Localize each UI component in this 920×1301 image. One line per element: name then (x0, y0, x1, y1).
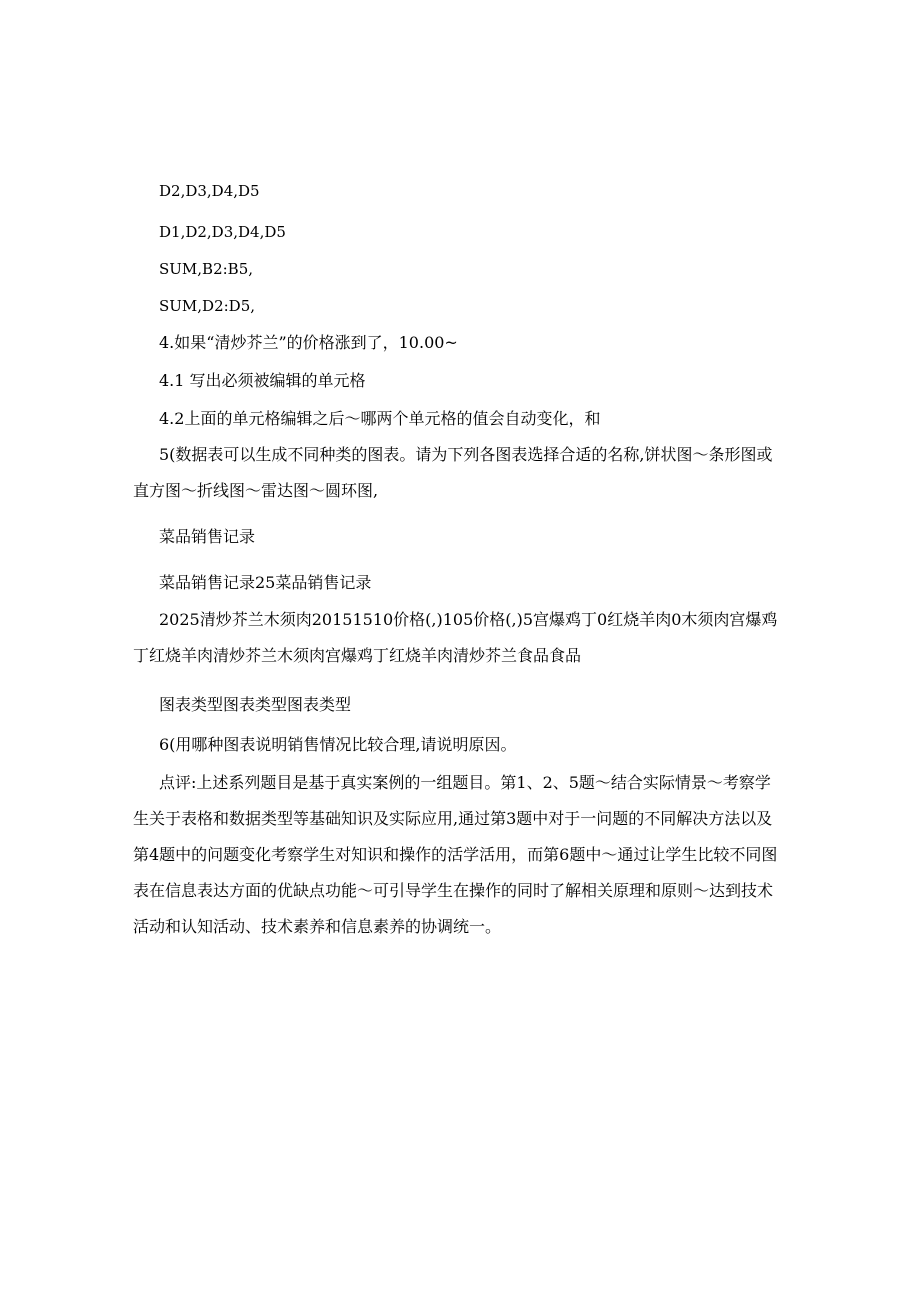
comment-paragraph: 点评:上述系列题目是基于真实案例的一组题目。第1、2、5题～结合实际情景～考察学生关于表格和数据类型等基础知识及实际应用,通过第3题中对于一问题的不同解决方法以及第4题中的问题变化考察学生对知识和操作的活学活用，而第6题中～通过让学生比较不同图表在信息表达方面的优缺点功能～可引导学生在操作的同时了解相关原理和原则～达到技术活动和认知活动、技术素养和信息素养的协调统一。 (133, 773, 778, 936)
question-5: 5(数据表可以生成不同种类的图表。请为下列各图表选择合适的名称,饼状图～条形图或直方图～折线图～雷达图～圆环图, (133, 445, 773, 500)
cell-list-d2-d5: D2,D3,D4,D5 (159, 182, 260, 200)
cell-list-d1-d5: D1,D2,D3,D4,D5 (159, 223, 286, 241)
chart-title-2: 菜品销售记录25菜品销售记录 (159, 573, 372, 592)
chart-text: 2025清炒芥兰木须肉20151510价格(,)105价格(,)5宫爆鸡丁0红烧羊肉0木须肉宫爆鸡丁红烧羊肉清炒芥兰木须肉宫爆鸡丁红烧羊肉清炒芥兰食品食品 (133, 610, 778, 665)
question-4-2: 4.2上面的单元格编辑之后～哪两个单元格的值会自动变化，和 (159, 409, 601, 428)
question-4: 4.如果“清炒芥兰”的价格涨到了，10.00~ (159, 333, 458, 352)
chart-title-1: 菜品销售记录 (159, 527, 256, 546)
question-4-1: 4.1 写出必须被编辑的单元格 (159, 371, 366, 390)
chart-types: 图表类型图表类型图表类型 (159, 695, 352, 714)
sum-formula-b: SUM,B2:B5, (159, 260, 253, 278)
sum-formula-d: SUM,D2:D5, (159, 297, 256, 315)
question-6: 6(用哪种图表说明销售情况比较合理,请说明原因。 (159, 735, 517, 754)
